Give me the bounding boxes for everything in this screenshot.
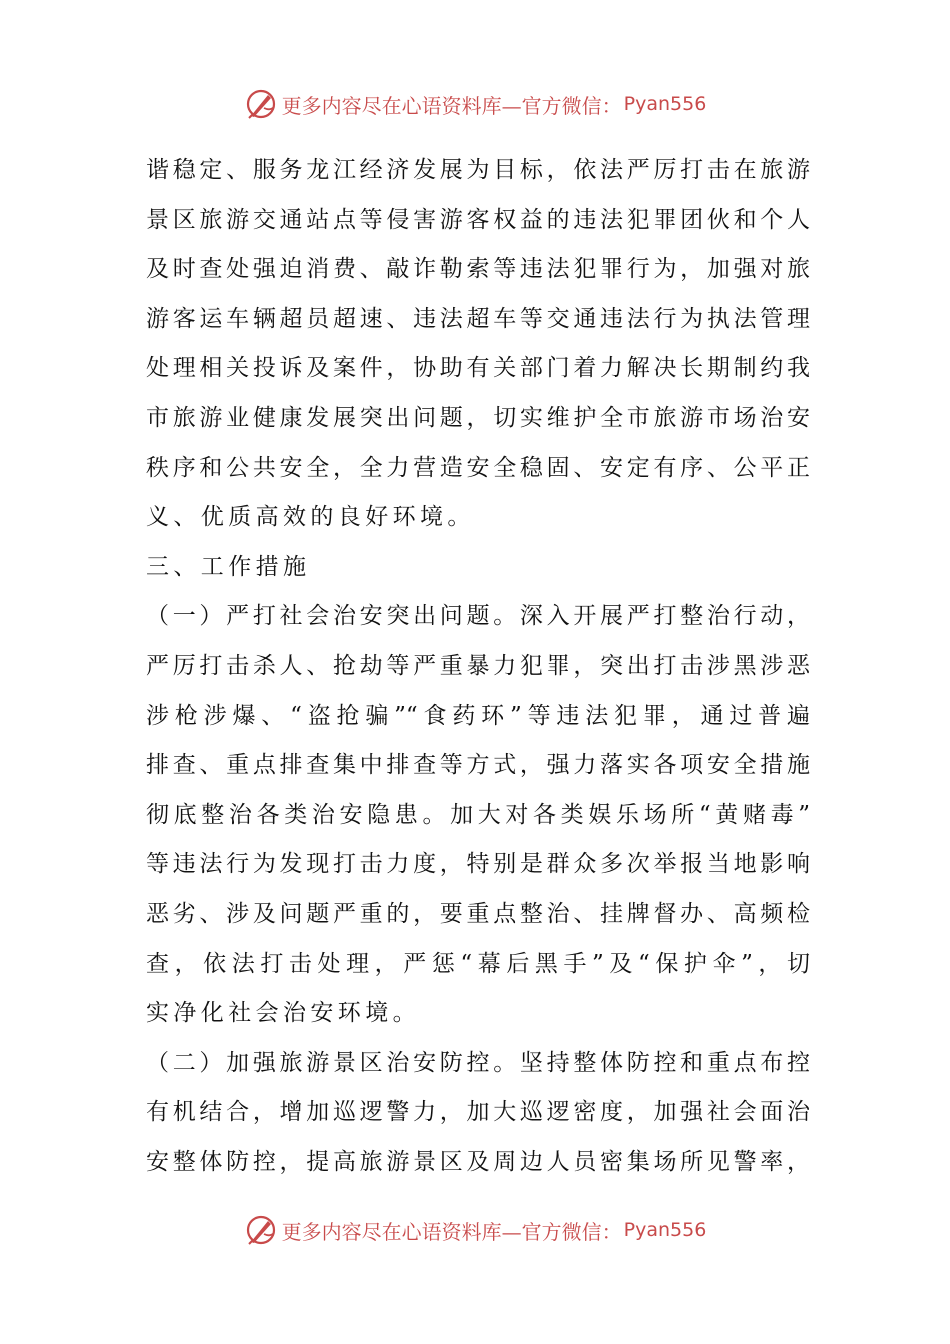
text-line: 义、优质高效的良好环境。	[146, 504, 475, 531]
text-line: 恶劣、涉及问题严重的，要重点整治、挂牌督办、高频检	[146, 900, 810, 927]
section-heading: 三、工作措施	[146, 553, 311, 580]
quill-logo-icon	[244, 1213, 278, 1247]
watermark-id: Pyan556	[623, 1219, 707, 1241]
watermark-text: 更多内容尽在心语资料库—官方微信：	[281, 1219, 622, 1244]
text-line: （一）严打社会治安突出问题。深入开展严打整治行动，	[146, 603, 810, 630]
quill-logo-icon	[244, 87, 278, 121]
text-line: （二）加强旅游景区治安防控。坚持整体防控和重点布控	[146, 1049, 810, 1076]
watermark-id: Pyan556	[623, 93, 707, 115]
text-line: 及时查处强迫消费、敲诈勒索等违法犯罪行为，加强对旅	[146, 256, 810, 283]
document-body	[146, 146, 810, 1187]
watermark-text: 更多内容尽在心语资料库—官方微信：	[281, 93, 622, 118]
text-line: 有机结合，增加巡逻警力，加大巡逻密度，加强社会面治	[146, 1099, 810, 1126]
text-line: 排查、重点排查集中排查等方式，强力落实各项安全措施	[146, 752, 810, 779]
header-watermark	[0, 84, 950, 124]
text-line: 景区旅游交通站点等侵害游客权益的违法犯罪团伙和个人	[146, 206, 810, 233]
text-line: 涉枪涉爆、“盗抢骗”“食药环”等违法犯罪，通过普遍	[146, 702, 810, 729]
text-line: 彻底整治各类治安隐患。加大对各类娱乐场所“黄赌毒”	[146, 801, 810, 828]
text-line: 市旅游业健康发展突出问题，切实维护全市旅游市场治安	[146, 404, 810, 431]
footer-watermark	[0, 1210, 950, 1250]
text-line: 等违法行为发现打击力度，特别是群众多次举报当地影响	[146, 851, 810, 878]
text-line: 实净化社会治安环境。	[146, 1000, 420, 1027]
text-line: 秩序和公共安全，全力营造安全稳固、安定有序、公平正	[146, 454, 810, 481]
text-line: 查，依法打击处理，严惩“幕后黑手”及“保护伞”，切	[146, 950, 810, 977]
text-line: 安整体防控，提高旅游景区及周边人员密集场所见警率，	[146, 1148, 810, 1175]
text-line: 游客运车辆超员超速、违法超车等交通违法行为执法管理	[146, 305, 810, 332]
text-line: 谐稳定、服务龙江经济发展为目标，依法严厉打击在旅游	[146, 157, 810, 183]
text-line: 处理相关投诉及案件，协助有关部门着力解决长期制约我	[146, 355, 810, 382]
text-line: 严厉打击杀人、抢劫等严重暴力犯罪，突出打击涉黑涉恶	[146, 652, 810, 679]
